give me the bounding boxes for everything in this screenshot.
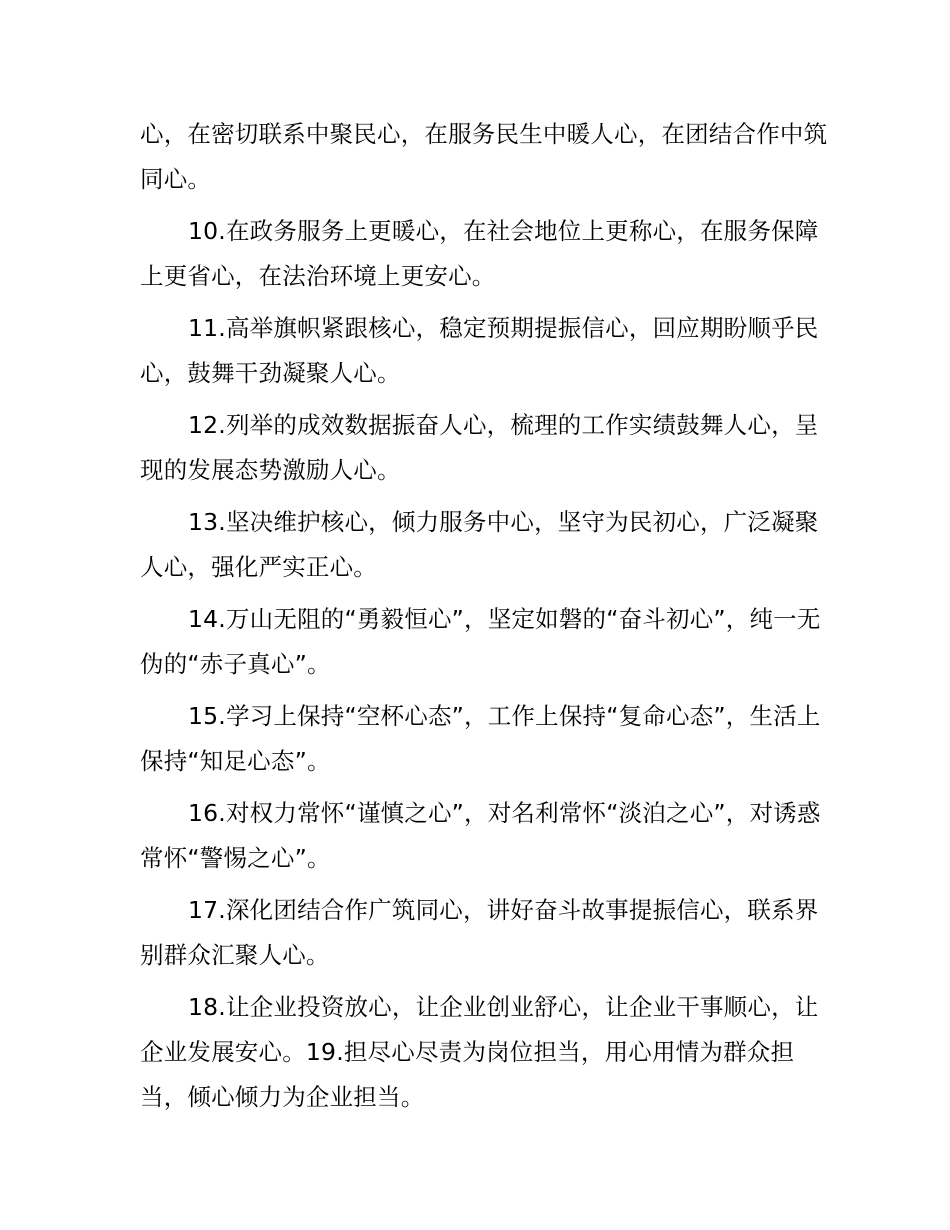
paragraph-item-16: 16.对权力常怀“谨慎之心”，对名利常怀“淡泊之心”，对诱惑常怀“警惕之心”。: [140, 799, 821, 872]
paragraph-item-13: 13.坚决维护核心，倾力服务中心，坚守为民初心，广泛凝聚人心，强化严实正心。: [140, 508, 819, 581]
paragraph-item-11: 11.高举旗帜紧跟核心，稳定预期提振信心，回应期盼顺乎民心，鼓舞干劲凝聚人心。: [140, 314, 819, 387]
paragraph-item-17: 17.深化团结合作广筑同心，讲好奋斗故事提振信心，联系界别群众汇聚人心。: [140, 896, 819, 969]
document-page: [140, 112, 840, 1127]
paragraph-item-14: 14.万山无阻的“勇毅恒心”，坚定如磐的“奋斗初心”，纯一无伪的“赤子真心”。: [140, 605, 821, 678]
paragraph-item-15: 15.学习上保持“空杯心态”，工作上保持“复命心态”，生活上保持“知足心态”。: [140, 702, 821, 775]
paragraph-item-10: 10.在政务服务上更暖心，在社会地位上更称心，在服务保障上更省心，在法治环境上更安心。: [140, 217, 819, 290]
paragraph-continuation: 心，在密切联系中聚民心，在服务民生中暖人心，在团结合作中筑同心。: [140, 120, 828, 193]
paragraph-item-12: 12.列举的成效数据振奋人心，梳理的工作实绩鼓舞人心，呈现的发展态势激励人心。: [140, 411, 819, 484]
paragraph-item-18: 18.让企业投资放心，让企业创业舒心，让企业干事顺心，让企业发展安心。19.担尽心尽责为岗位担当，用心用情为群众担当，倾心倾力为企业担当。: [140, 993, 819, 1111]
